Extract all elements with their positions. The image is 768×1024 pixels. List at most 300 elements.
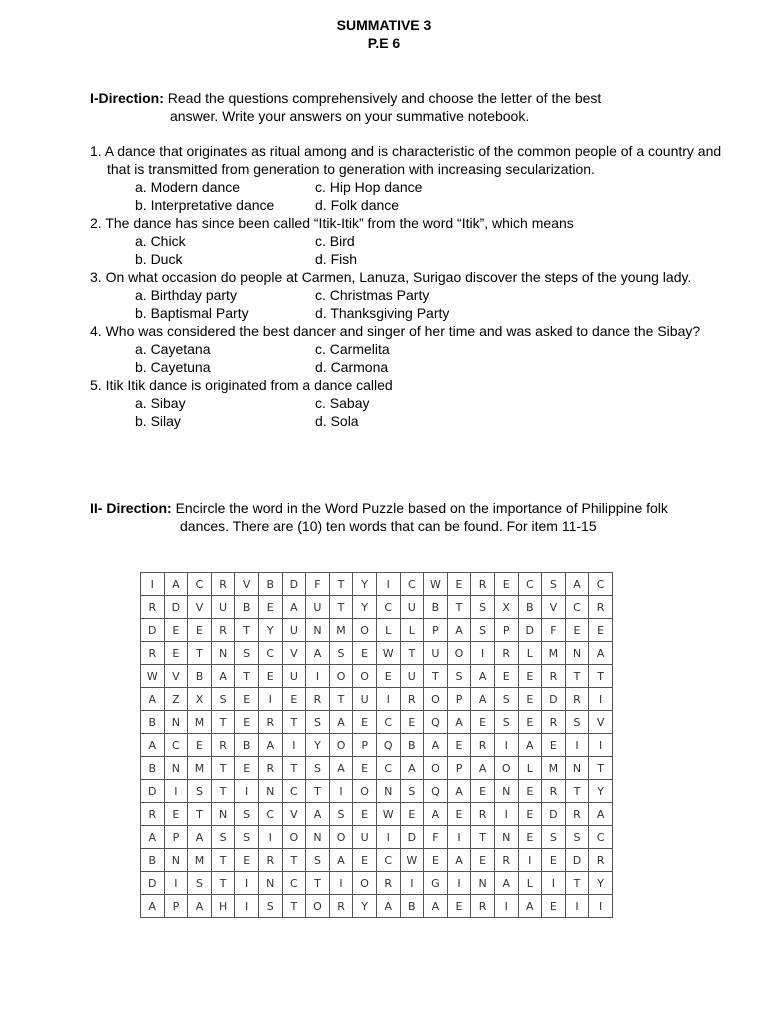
puzzle-cell[interactable]: E [353,711,377,734]
puzzle-cell[interactable]: I [306,665,330,688]
puzzle-cell[interactable]: R [400,688,424,711]
puzzle-cell[interactable]: N [494,826,518,849]
puzzle-cell[interactable]: T [565,665,589,688]
puzzle-cell[interactable]: F [424,826,448,849]
puzzle-cell[interactable]: T [235,665,259,688]
puzzle-cell[interactable]: E [400,711,424,734]
puzzle-cell[interactable]: R [258,711,282,734]
puzzle-cell[interactable]: A [447,849,471,872]
puzzle-cell[interactable]: U [282,619,306,642]
puzzle-cell[interactable]: B [141,849,165,872]
puzzle-cell[interactable]: B [235,596,259,619]
puzzle-cell[interactable]: E [353,757,377,780]
puzzle-cell[interactable]: D [542,803,566,826]
puzzle-cell[interactable]: E [400,803,424,826]
puzzle-cell[interactable]: D [141,619,165,642]
puzzle-cell[interactable]: A [471,688,495,711]
puzzle-cell[interactable]: E [471,849,495,872]
puzzle-cell[interactable]: E [518,688,542,711]
puzzle-cell[interactable]: E [471,780,495,803]
puzzle-cell[interactable]: R [211,573,235,596]
puzzle-cell[interactable]: N [306,826,330,849]
puzzle-cell[interactable]: H [211,895,235,918]
puzzle-cell[interactable]: A [471,757,495,780]
puzzle-cell[interactable]: S [329,642,353,665]
puzzle-cell[interactable]: S [565,826,589,849]
puzzle-cell[interactable]: I [164,780,188,803]
puzzle-cell[interactable]: A [188,895,212,918]
puzzle-cell[interactable]: C [188,573,212,596]
puzzle-cell[interactable]: A [424,803,448,826]
puzzle-cell[interactable]: C [376,711,400,734]
puzzle-cell[interactable]: I [329,872,353,895]
puzzle-cell[interactable]: E [447,803,471,826]
puzzle-cell[interactable]: U [353,826,377,849]
puzzle-cell[interactable]: E [282,688,306,711]
puzzle-cell[interactable]: O [494,757,518,780]
puzzle-cell[interactable]: N [258,872,282,895]
puzzle-cell[interactable]: C [258,803,282,826]
puzzle-cell[interactable]: T [565,872,589,895]
puzzle-cell[interactable]: O [353,665,377,688]
puzzle-cell[interactable]: N [565,642,589,665]
puzzle-cell[interactable]: T [329,688,353,711]
puzzle-cell[interactable]: R [329,895,353,918]
puzzle-cell[interactable]: E [164,642,188,665]
puzzle-cell[interactable]: A [282,596,306,619]
puzzle-cell[interactable]: T [188,642,212,665]
puzzle-cell[interactable]: B [258,573,282,596]
puzzle-cell[interactable]: M [188,711,212,734]
puzzle-cell[interactable]: E [494,573,518,596]
puzzle-cell[interactable]: E [164,803,188,826]
puzzle-cell[interactable]: D [141,872,165,895]
puzzle-cell[interactable]: E [447,573,471,596]
puzzle-cell[interactable]: S [400,780,424,803]
puzzle-cell[interactable]: V [589,711,613,734]
puzzle-cell[interactable]: E [565,619,589,642]
puzzle-cell[interactable]: R [565,803,589,826]
puzzle-cell[interactable]: N [258,780,282,803]
puzzle-cell[interactable]: I [589,688,613,711]
puzzle-cell[interactable]: T [306,872,330,895]
puzzle-cell[interactable]: N [306,619,330,642]
puzzle-cell[interactable]: C [258,642,282,665]
puzzle-cell[interactable]: B [235,734,259,757]
puzzle-cell[interactable]: O [447,642,471,665]
puzzle-cell[interactable]: R [542,711,566,734]
puzzle-cell[interactable]: N [211,803,235,826]
puzzle-cell[interactable]: A [376,895,400,918]
puzzle-cell[interactable]: N [471,872,495,895]
puzzle-cell[interactable]: S [447,665,471,688]
puzzle-cell[interactable]: T [211,780,235,803]
puzzle-cell[interactable]: E [518,803,542,826]
puzzle-cell[interactable]: I [589,734,613,757]
puzzle-cell[interactable]: I [471,642,495,665]
puzzle-cell[interactable]: E [589,619,613,642]
puzzle-cell[interactable]: A [141,734,165,757]
puzzle-cell[interactable]: I [542,872,566,895]
puzzle-cell[interactable]: I [235,872,259,895]
puzzle-cell[interactable]: W [141,665,165,688]
puzzle-cell[interactable]: S [329,803,353,826]
puzzle-cell[interactable]: T [282,895,306,918]
puzzle-cell[interactable]: T [565,780,589,803]
puzzle-cell[interactable]: U [424,642,448,665]
puzzle-cell[interactable]: A [589,803,613,826]
puzzle-cell[interactable]: C [376,757,400,780]
puzzle-cell[interactable]: C [589,573,613,596]
puzzle-cell[interactable]: T [211,872,235,895]
puzzle-cell[interactable]: P [447,757,471,780]
puzzle-cell[interactable]: O [329,665,353,688]
puzzle-cell[interactable]: T [211,849,235,872]
puzzle-cell[interactable]: S [235,826,259,849]
puzzle-cell[interactable]: E [376,665,400,688]
puzzle-cell[interactable]: D [565,849,589,872]
puzzle-cell[interactable]: L [400,619,424,642]
puzzle-cell[interactable]: C [164,734,188,757]
puzzle-cell[interactable]: E [471,711,495,734]
puzzle-cell[interactable]: O [353,780,377,803]
puzzle-cell[interactable]: R [306,688,330,711]
puzzle-cell[interactable]: A [141,688,165,711]
puzzle-cell[interactable]: I [400,872,424,895]
puzzle-cell[interactable]: E [447,895,471,918]
puzzle-cell[interactable]: O [329,826,353,849]
puzzle-cell[interactable]: Y [306,734,330,757]
puzzle-cell[interactable]: C [282,780,306,803]
puzzle-cell[interactable]: T [471,826,495,849]
puzzle-cell[interactable]: E [353,642,377,665]
puzzle-cell[interactable]: A [141,895,165,918]
puzzle-cell[interactable]: O [282,826,306,849]
puzzle-cell[interactable]: A [518,734,542,757]
puzzle-cell[interactable]: R [589,849,613,872]
puzzle-cell[interactable]: U [282,665,306,688]
puzzle-cell[interactable]: F [542,619,566,642]
puzzle-cell[interactable]: I [376,688,400,711]
puzzle-cell[interactable]: X [188,688,212,711]
puzzle-cell[interactable]: T [424,665,448,688]
puzzle-cell[interactable]: E [353,803,377,826]
puzzle-cell[interactable]: S [494,711,518,734]
puzzle-cell[interactable]: U [211,596,235,619]
puzzle-cell[interactable]: B [400,895,424,918]
puzzle-cell[interactable]: T [329,596,353,619]
puzzle-cell[interactable]: Y [353,895,377,918]
puzzle-cell[interactable]: T [188,803,212,826]
puzzle-cell[interactable]: E [235,757,259,780]
puzzle-cell[interactable]: S [542,573,566,596]
puzzle-cell[interactable]: I [589,895,613,918]
puzzle-cell[interactable]: A [329,757,353,780]
puzzle-cell[interactable]: Y [353,596,377,619]
puzzle-cell[interactable]: R [258,849,282,872]
puzzle-cell[interactable]: C [589,826,613,849]
puzzle-cell[interactable]: B [141,757,165,780]
puzzle-cell[interactable]: S [471,619,495,642]
puzzle-cell[interactable]: D [542,688,566,711]
puzzle-cell[interactable]: R [141,803,165,826]
puzzle-cell[interactable]: S [306,757,330,780]
puzzle-cell[interactable]: I [494,895,518,918]
puzzle-cell[interactable]: E [542,849,566,872]
puzzle-cell[interactable]: G [424,872,448,895]
puzzle-cell[interactable]: N [494,780,518,803]
puzzle-cell[interactable]: E [424,849,448,872]
puzzle-cell[interactable]: A [258,734,282,757]
puzzle-cell[interactable]: X [494,596,518,619]
puzzle-cell[interactable]: T [589,757,613,780]
puzzle-cell[interactable]: A [329,711,353,734]
puzzle-cell[interactable]: N [164,849,188,872]
puzzle-cell[interactable]: I [494,734,518,757]
puzzle-cell[interactable]: A [447,711,471,734]
puzzle-cell[interactable]: I [258,688,282,711]
puzzle-cell[interactable]: B [518,596,542,619]
puzzle-cell[interactable]: C [376,849,400,872]
puzzle-cell[interactable]: A [306,642,330,665]
puzzle-cell[interactable]: E [258,596,282,619]
puzzle-cell[interactable]: L [518,642,542,665]
puzzle-cell[interactable]: V [188,596,212,619]
puzzle-cell[interactable]: B [400,734,424,757]
puzzle-cell[interactable]: M [188,849,212,872]
puzzle-cell[interactable]: P [494,619,518,642]
puzzle-cell[interactable]: T [329,573,353,596]
puzzle-cell[interactable]: V [164,665,188,688]
puzzle-cell[interactable]: W [424,573,448,596]
puzzle-cell[interactable]: I [518,849,542,872]
puzzle-cell[interactable]: S [188,872,212,895]
puzzle-cell[interactable]: W [376,803,400,826]
puzzle-cell[interactable]: T [282,757,306,780]
puzzle-cell[interactable]: O [424,688,448,711]
puzzle-cell[interactable]: A [589,642,613,665]
puzzle-cell[interactable]: W [376,642,400,665]
puzzle-cell[interactable]: A [306,803,330,826]
puzzle-cell[interactable]: R [589,596,613,619]
puzzle-cell[interactable]: A [424,734,448,757]
puzzle-cell[interactable]: R [258,757,282,780]
puzzle-cell[interactable]: R [542,780,566,803]
puzzle-cell[interactable]: V [235,573,259,596]
puzzle-cell[interactable]: E [494,665,518,688]
puzzle-cell[interactable]: A [424,895,448,918]
puzzle-cell[interactable]: E [235,849,259,872]
puzzle-cell[interactable]: S [258,895,282,918]
puzzle-cell[interactable]: V [282,642,306,665]
puzzle-cell[interactable]: S [235,642,259,665]
puzzle-cell[interactable]: P [164,826,188,849]
puzzle-cell[interactable]: A [188,826,212,849]
puzzle-cell[interactable]: M [188,757,212,780]
puzzle-cell[interactable]: T [282,849,306,872]
puzzle-cell[interactable]: D [518,619,542,642]
puzzle-cell[interactable]: L [518,757,542,780]
puzzle-cell[interactable]: S [306,849,330,872]
puzzle-cell[interactable]: V [542,596,566,619]
puzzle-cell[interactable]: E [518,665,542,688]
puzzle-cell[interactable]: U [353,688,377,711]
puzzle-cell[interactable]: Q [424,780,448,803]
puzzle-cell[interactable]: M [542,757,566,780]
puzzle-cell[interactable]: R [141,596,165,619]
puzzle-cell[interactable]: S [565,711,589,734]
puzzle-cell[interactable]: I [329,780,353,803]
puzzle-cell[interactable]: S [494,688,518,711]
puzzle-cell[interactable]: I [447,826,471,849]
puzzle-cell[interactable]: A [471,665,495,688]
puzzle-cell[interactable]: P [164,895,188,918]
puzzle-cell[interactable]: A [211,665,235,688]
puzzle-cell[interactable]: R [471,573,495,596]
puzzle-cell[interactable]: R [141,642,165,665]
puzzle-cell[interactable]: B [141,711,165,734]
puzzle-cell[interactable]: I [258,826,282,849]
puzzle-cell[interactable]: O [306,895,330,918]
puzzle-cell[interactable]: A [400,757,424,780]
puzzle-cell[interactable]: T [589,665,613,688]
puzzle-cell[interactable]: A [447,780,471,803]
puzzle-cell[interactable]: M [329,619,353,642]
puzzle-cell[interactable]: O [424,757,448,780]
puzzle-cell[interactable]: O [353,872,377,895]
puzzle-cell[interactable]: L [376,619,400,642]
puzzle-cell[interactable]: R [565,688,589,711]
puzzle-cell[interactable]: E [188,619,212,642]
puzzle-cell[interactable]: I [494,803,518,826]
puzzle-cell[interactable]: R [376,872,400,895]
puzzle-cell[interactable]: N [376,780,400,803]
puzzle-cell[interactable]: C [282,872,306,895]
puzzle-cell[interactable]: S [306,711,330,734]
puzzle-cell[interactable]: N [565,757,589,780]
puzzle-cell[interactable]: P [424,619,448,642]
puzzle-cell[interactable]: Y [589,872,613,895]
puzzle-cell[interactable]: I [235,895,259,918]
puzzle-cell[interactable]: E [188,734,212,757]
puzzle-cell[interactable]: R [494,642,518,665]
puzzle-cell[interactable]: F [306,573,330,596]
puzzle-cell[interactable]: E [542,734,566,757]
puzzle-cell[interactable]: O [353,619,377,642]
puzzle-cell[interactable]: C [565,596,589,619]
puzzle-cell[interactable]: D [400,826,424,849]
puzzle-cell[interactable]: R [211,734,235,757]
puzzle-cell[interactable]: Z [164,688,188,711]
puzzle-cell[interactable]: P [447,688,471,711]
puzzle-cell[interactable]: U [400,665,424,688]
puzzle-cell[interactable]: C [518,573,542,596]
puzzle-cell[interactable]: R [542,665,566,688]
puzzle-cell[interactable]: E [353,849,377,872]
puzzle-cell[interactable]: D [282,573,306,596]
puzzle-cell[interactable]: T [400,642,424,665]
puzzle-cell[interactable]: B [424,596,448,619]
puzzle-cell[interactable]: A [565,573,589,596]
puzzle-cell[interactable]: I [282,734,306,757]
puzzle-cell[interactable]: L [518,872,542,895]
puzzle-cell[interactable]: E [235,711,259,734]
puzzle-cell[interactable]: D [164,596,188,619]
puzzle-cell[interactable]: U [306,596,330,619]
puzzle-cell[interactable]: T [235,619,259,642]
puzzle-cell[interactable]: D [141,780,165,803]
puzzle-cell[interactable]: E [258,665,282,688]
puzzle-cell[interactable]: S [471,596,495,619]
puzzle-cell[interactable]: A [329,849,353,872]
puzzle-cell[interactable]: Y [353,573,377,596]
puzzle-cell[interactable]: E [447,734,471,757]
puzzle-cell[interactable]: E [518,711,542,734]
puzzle-cell[interactable]: T [447,596,471,619]
puzzle-cell[interactable]: T [211,711,235,734]
puzzle-cell[interactable]: C [400,573,424,596]
puzzle-cell[interactable]: T [282,711,306,734]
puzzle-cell[interactable]: A [164,573,188,596]
puzzle-cell[interactable]: T [306,780,330,803]
puzzle-cell[interactable]: N [164,711,188,734]
puzzle-cell[interactable]: Y [258,619,282,642]
puzzle-cell[interactable]: R [494,849,518,872]
puzzle-cell[interactable]: B [188,665,212,688]
puzzle-cell[interactable]: P [353,734,377,757]
puzzle-cell[interactable]: R [211,619,235,642]
puzzle-cell[interactable]: C [376,596,400,619]
puzzle-cell[interactable]: I [447,872,471,895]
puzzle-cell[interactable]: M [542,642,566,665]
puzzle-cell[interactable]: S [235,803,259,826]
puzzle-cell[interactable]: A [141,826,165,849]
puzzle-cell[interactable]: Q [376,734,400,757]
puzzle-cell[interactable]: I [141,573,165,596]
puzzle-cell[interactable]: Q [424,711,448,734]
puzzle-cell[interactable]: O [329,734,353,757]
puzzle-cell[interactable]: A [494,872,518,895]
puzzle-cell[interactable]: U [400,596,424,619]
puzzle-cell[interactable]: Y [589,780,613,803]
puzzle-cell[interactable]: S [211,688,235,711]
puzzle-cell[interactable]: E [164,619,188,642]
puzzle-cell[interactable]: R [471,895,495,918]
puzzle-cell[interactable]: T [211,757,235,780]
puzzle-cell[interactable]: N [164,757,188,780]
puzzle-cell[interactable]: E [235,688,259,711]
puzzle-cell[interactable]: S [188,780,212,803]
puzzle-cell[interactable]: I [164,872,188,895]
puzzle-cell[interactable]: I [376,573,400,596]
puzzle-cell[interactable]: E [518,826,542,849]
puzzle-cell[interactable]: R [471,734,495,757]
puzzle-cell[interactable]: I [565,734,589,757]
puzzle-cell[interactable]: I [565,895,589,918]
puzzle-cell[interactable]: S [211,826,235,849]
puzzle-cell[interactable]: V [282,803,306,826]
puzzle-cell[interactable]: W [400,849,424,872]
puzzle-cell[interactable]: A [447,619,471,642]
puzzle-cell[interactable]: E [542,895,566,918]
puzzle-cell[interactable]: R [471,803,495,826]
puzzle-cell[interactable]: A [518,895,542,918]
puzzle-cell[interactable]: S [542,826,566,849]
puzzle-cell[interactable]: I [235,780,259,803]
puzzle-cell[interactable]: I [376,826,400,849]
puzzle-cell[interactable]: E [518,780,542,803]
puzzle-cell[interactable]: N [211,642,235,665]
